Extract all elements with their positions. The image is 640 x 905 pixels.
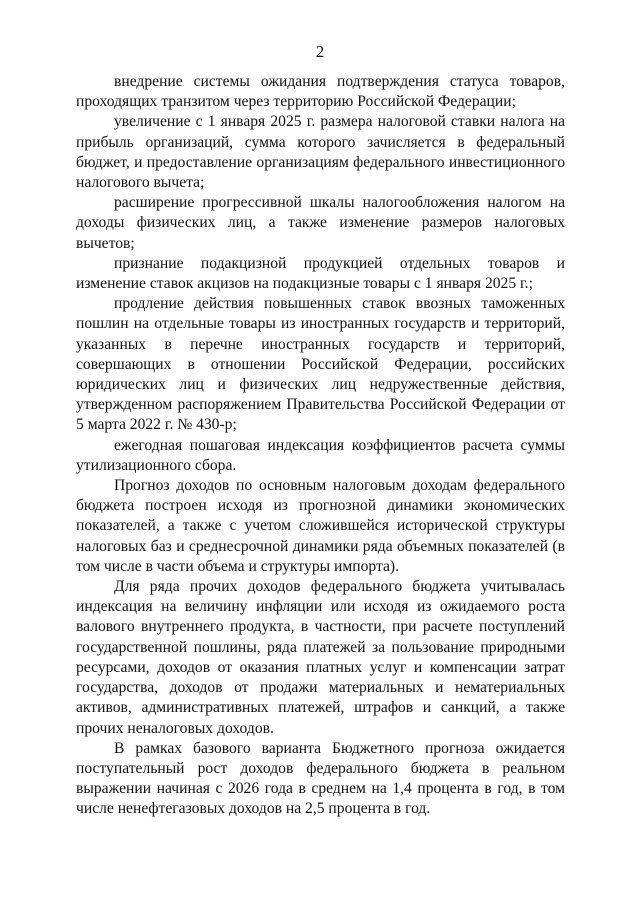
paragraph-progressive-scale: расширение прогрессивной шкалы налогообложения налогом на доходы физических лиц, а также изменение размеров налоговых вычетов; — [76, 194, 565, 252]
paragraph-tax-revenue-forecast: Прогноз доходов по основным налоговым доходам федерального бюджета построен исходя из прогнозной динамики экономических показателей, а также с учетом сложившейся исторической структуры налоговых баз и среднесрочной динамики ряда объемных показателей (в том числе в части объема и структуры импорта). — [76, 477, 565, 575]
paragraph-transit-goods: внедрение системы ожидания подтверждения статуса товаров, проходящих транзитом через территорию Российской Федерации; — [76, 73, 565, 111]
paragraph-other-revenues: Для ряда прочих доходов федерального бюджета учитывалась индексация на величину инфляции или исходя из ожидаемого роста валового внутреннего продукта, в частности, при расчете поступлений государственной пошлины, ряда платежей за пользование природными ресурсами, доходов от оказания платных услуг и компенсации затрат государства, доходов от продажи материальных и нематериальных активов, административных платежей, штрафов и санкций, а также прочих неналоговых доходов. — [76, 578, 565, 737]
paragraph-recycling-fee: ежегодная пошаговая индексация коэффициентов расчета суммы утилизационного сбора. — [76, 436, 565, 474]
paragraph-excise: признание подакцизной продукцией отдельных товаров и изменение ставок акцизов на подакцизные товары с 1 января 2025 г.; — [76, 254, 565, 293]
page-number: 2 — [315, 42, 325, 61]
document-body — [76, 72, 565, 820]
paragraph-profit-tax: увеличение с 1 января 2025 г. размера налоговой ставки налога на прибыль организаций, сумма которого зачисляется в федеральный бюджет, и предоставление организациям федерального инвестиционного налогового вычета; — [76, 113, 565, 192]
paragraph-base-scenario: В рамках базового варианта Бюджетного прогноза ожидается поступательный рост доходов федерального бюджета в реальном выражении начиная с 2026 года в среднем на 1,4 процента в год, в том числе ненефтегазовых доходов на 2,5 процента в год. — [76, 739, 565, 818]
paragraph-customs-duties: продление действия повышенных ставок ввозных таможенных пошлин на отдельные товары из иностранных государств и территорий, указанных в перечне иностранных государств и территорий, совершающих в отношении Российской Федерации, российских юридических лиц и физических лиц недружественные действия, утвержденном распоряжением Правительства Российской Федерации от 5 марта 2022 г. № 430-р; — [76, 295, 565, 434]
